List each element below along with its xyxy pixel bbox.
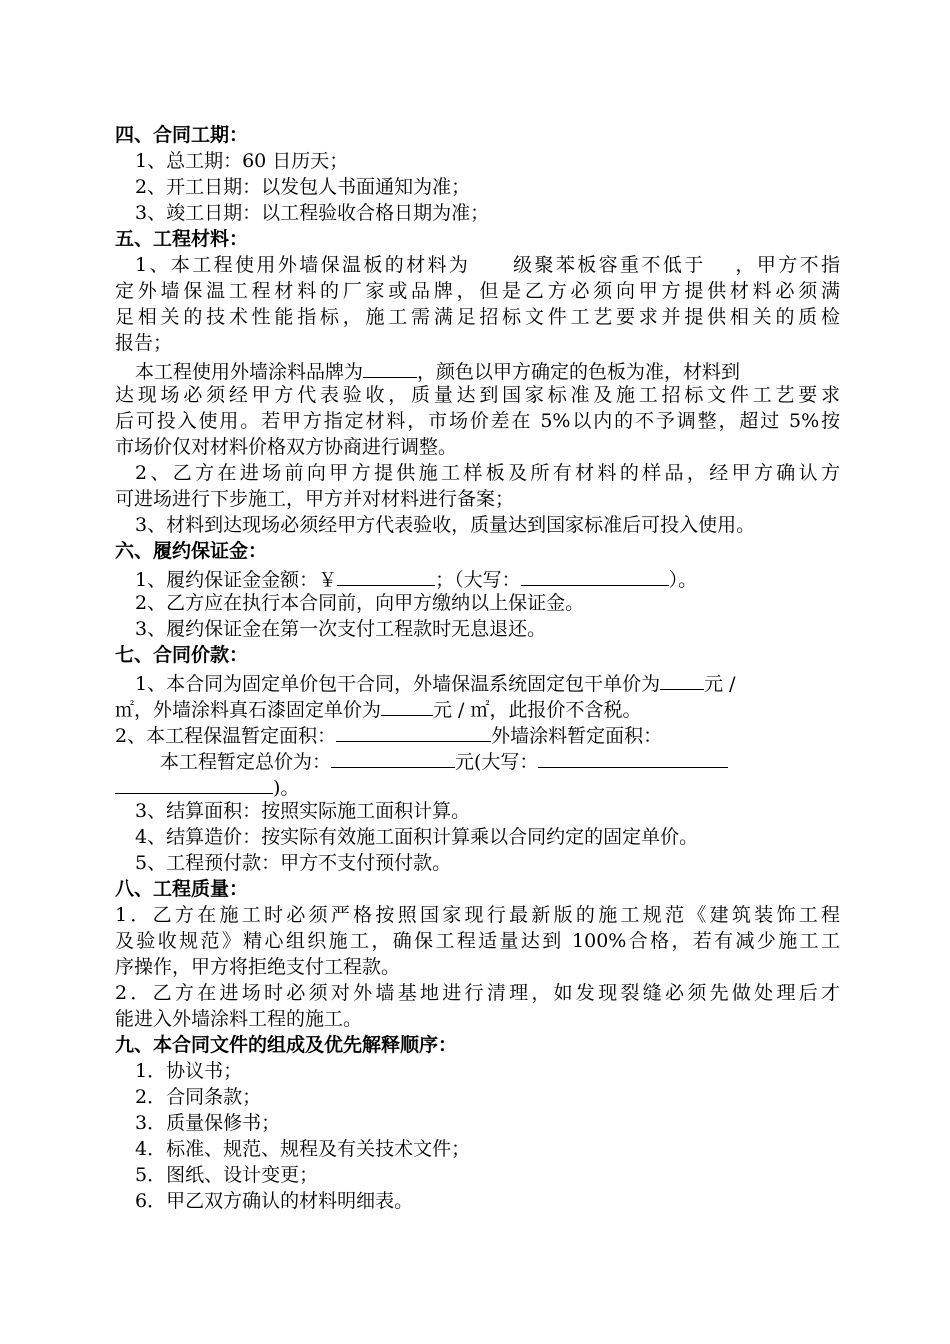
total-upper-blank[interactable] (538, 747, 728, 768)
section-9-item-4: 4．标准、规范、规程及有关技术文件； (135, 1138, 471, 1160)
total-close: )。 (273, 777, 300, 798)
section-7-heading: 七、合同价款： (115, 644, 249, 666)
section-8-heading: 八、工程质量： (115, 878, 249, 900)
section-5-p2-line-4: 市场价仅对材料价格双方协商进行调整。 (115, 436, 458, 458)
section-5-p3-line-1: 2、乙方在进场前向甲方提供施工样板及所有材料的样品，经甲方确认方 (135, 462, 840, 484)
section-5-p1-line-4: 报告； (115, 332, 173, 354)
section-9-item-3: 3．质量保修书； (135, 1112, 281, 1134)
insulation-area-label: 2、本工程保温暂定面积： (115, 725, 337, 746)
section-4-item-1: 1、总工期：60 日历天； (135, 150, 349, 172)
total-upper-blank-continued[interactable] (115, 773, 273, 794)
deposit-amount-blank[interactable] (337, 565, 435, 586)
section-9-item-5: 5．图纸、设计变更； (135, 1164, 319, 1186)
coating-area-label: 外墙涂料暂定面积： (491, 725, 663, 746)
total-upper-label: 元(大写： (455, 751, 539, 772)
total-price-label: 本工程暂定总价为： (160, 751, 332, 772)
section-4-item-2: 2、开工日期：以发包人书面通知为准； (135, 176, 471, 198)
section-6-item-2: 2、乙方应在执行本合同前，向甲方缴纳以上保证金。 (135, 592, 585, 614)
deposit-upper-blank[interactable] (521, 565, 669, 586)
insulation-price-unit: 元 / (704, 673, 736, 694)
section-5-p3-line-2: 可进场进行下步施工，甲方并对材料进行备案； (115, 488, 515, 510)
section-6-heading: 六、履约保证金： (115, 540, 268, 562)
coating-price-label: ㎡，外墙涂料真石漆固定单价为 (115, 699, 382, 720)
section-7-item-5: 5、工程预付款：甲方不支付预付款。 (135, 852, 452, 874)
section-9-item-2: 2．合同条款； (135, 1086, 262, 1108)
section-8-p1-line-3: 序操作，甲方将拒绝支付工程款。 (115, 956, 401, 978)
deposit-close: ）。 (668, 569, 698, 590)
section-5-p4: 3、材料到达现场必须经甲方代表验收，质量达到国家标准后可投入使用。 (135, 514, 756, 536)
section-7-item-4: 4、结算造价：按实际有效施工面积计算乘以合同约定的固定单价。 (135, 826, 699, 848)
section-9-item-6: 6．甲乙双方确认的材料明细表。 (135, 1190, 414, 1212)
section-6-item-1 (135, 565, 840, 590)
section-7-item-2-line-3 (115, 773, 840, 798)
section-9-heading: 九、本合同文件的组成及优先解释顺序： (115, 1034, 458, 1056)
section-4-item-3: 3、竣工日期：以工程验收合格日期为准； (135, 202, 490, 224)
section-7-item-3: 3、结算面积：按照实际施工面积计算。 (135, 800, 471, 822)
deposit-upper-label: ；（大写： (435, 569, 521, 590)
brand-label: 本工程使用外墙涂料品牌为 (135, 361, 364, 382)
section-8-p2-line-1: 2．乙方在进场时必须对外墙基地进行清理，如发现裂缝必须先做处理后才 (115, 982, 840, 1004)
section-6-item-3: 3、履约保证金在第一次支付工程款时无息退还。 (135, 618, 547, 640)
section-5-p1-line-1: 1、本工程使用外墙保温板的材料为 级聚苯板容重不低于 ，甲方不指 (135, 254, 840, 276)
section-8-p1-line-1: 1．乙方在施工时必须严格按照国家现行最新版的施工规范《建筑装饰工程 (115, 904, 840, 926)
section-7-item-2-line-1 (115, 721, 840, 746)
coating-price-blank[interactable] (381, 695, 433, 716)
deposit-amount-label: 1、履约保证金金额：￥ (135, 569, 338, 590)
section-5-p2-line-2: 达现场必须经甲方代表验收，质量达到国家标准及施工招标文件工艺要求 (115, 384, 840, 406)
brand-label-after: ，颜色以甲方确定的色板为准，材料到 (417, 361, 741, 382)
total-price-blank[interactable] (331, 747, 455, 768)
section-7-item-1-line-1 (135, 669, 840, 694)
section-9-item-1: 1．协议书； (135, 1060, 243, 1082)
insulation-price-label: 1、本合同为固定单价包干合同，外墙保温系统固定包干单价为 (135, 673, 661, 694)
section-4-heading: 四、合同工期： (115, 124, 249, 146)
section-5-p2-line-3: 后可投入使用。若甲方指定材料，市场价差在 5%以内的不予调整，超过 5%按 (115, 410, 840, 432)
insulation-price-blank[interactable] (660, 669, 704, 690)
section-8-p2-line-2: 能进入外墙涂料工程的施工。 (115, 1008, 363, 1030)
section-5-p2-line-1 (135, 357, 840, 382)
section-5-heading: 五、工程材料： (115, 228, 249, 250)
section-5-p1-line-2: 定外墙保温工程材料的厂家或品牌，但是乙方必须向甲方提供材料必须满 (115, 280, 840, 302)
insulation-area-blank[interactable] (336, 721, 491, 742)
section-7-item-1-line-2 (115, 695, 840, 720)
section-8-p1-line-2: 及验收规范》精心组织施工，确保工程适量达到 100%合格，若有减少施工工 (115, 930, 840, 952)
section-5-p1-line-3: 足相关的技术性能指标，施工需满足招标文件工艺要求并提供相关的质检 (115, 306, 840, 328)
section-7-item-2-line-2 (160, 747, 840, 772)
brand-blank[interactable] (363, 357, 417, 378)
coating-price-unit: 元 / ㎡，此报价不含税。 (433, 699, 642, 720)
